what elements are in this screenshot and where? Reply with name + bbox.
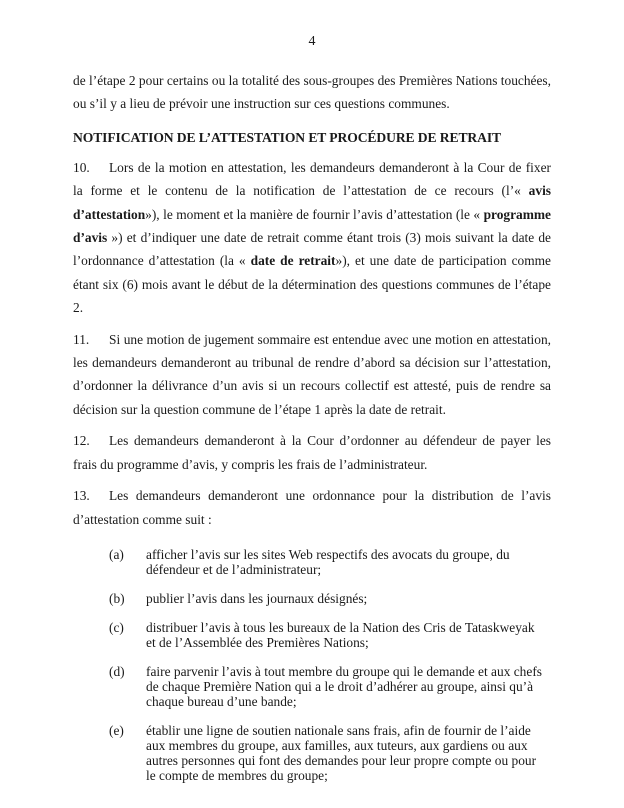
list-item-c	[73, 620, 551, 650]
list-item-b	[73, 591, 551, 606]
paragraph-number: 13.	[73, 488, 90, 504]
paragraph-text: Si une motion de jugement sommaire est entendue avec une motion en attestation, les demandeurs demanderont au tribunal de rendre d’abord sa décision sur l’attestation, d’ordonner la délivrance d’un avis si un recours collectif est attesté, puis de rendre sa décision sur la question commune de l’étape 1 après la date de retrait.	[73, 331, 551, 417]
paragraph-12	[73, 429, 551, 476]
list-label: (b)	[109, 590, 125, 606]
list-text: afficher l’avis sur les sites Web respectifs des avocats du groupe, du défendeur et de l’administrateur;	[146, 546, 510, 577]
paragraph-number: 12.	[73, 433, 90, 449]
distribution-list	[73, 547, 551, 783]
list-label: (a)	[109, 546, 124, 562]
defined-term: date de retrait	[250, 253, 336, 269]
list-label: (e)	[109, 722, 124, 738]
paragraph-text: Les demandeurs demanderont une ordonnance pour la distribution de l’avis d’attestation comme suit :	[73, 488, 551, 527]
paragraph-text: ») et d’indiquer une date de retrait comme étant trois (3) mois suivant la date de l’ordonnance d’attestation (la «	[73, 230, 551, 269]
list-text: publier l’avis dans les journaux désignés;	[146, 590, 368, 606]
paragraph-text: »), et une date de participation comme étant six (6) mois avant le début de la détermination des questions communes de l’étape 2.	[73, 253, 551, 316]
paragraph-number: 10.	[73, 159, 90, 175]
intro-paragraph: de l’étape 2 pour certains ou la totalité des sous-groupes des Premières Nations touchées, ou s’il y a lieu de prévoir une instruction sur ces questions communes.	[73, 73, 551, 112]
paragraph-text: Lors de la motion en attestation, les demandeurs demanderont à la Cour de fixer la forme et le contenu de la notification de l’attestation de ce recours (l’«	[73, 159, 551, 199]
list-text: faire parvenir l’avis à tout membre du groupe qui le demande et aux chefs de chaque Première Nation qui a le droit d’adhérer au groupe, ainsi qu’à chaque bureau d’une bande;	[146, 663, 542, 709]
section-heading: NOTIFICATION DE L’ATTESTATION ET PROCÉDURE DE RETRAIT	[73, 129, 502, 145]
paragraph-text: »), le moment et la manière de fournir l’avis d’attestation (le «	[145, 206, 484, 222]
list-text: établir une ligne de soutien nationale sans frais, afin de fournir de l’aide aux membres du groupe, aux familles, aux tuteurs, aux gardiens ou aux autres personnes qui font des demandes pour leur propre compte ou pour le compte de membres du groupe;	[146, 722, 537, 783]
defined-term: programme d’avis	[73, 206, 551, 246]
paragraph-10	[73, 156, 551, 320]
page-number: 4	[308, 34, 316, 49]
list-item-a	[73, 547, 551, 577]
list-item-d	[73, 664, 551, 709]
defined-term: avis d’attestation	[73, 183, 551, 222]
list-text: distribuer l’avis à tous les bureaux de la Nation des Cris de Tataskweyak et de l’Assemblée des Premières Nations;	[146, 619, 535, 650]
paragraph-11	[73, 328, 551, 422]
list-label: (c)	[109, 619, 124, 635]
list-label: (d)	[109, 663, 125, 679]
document-body	[73, 69, 551, 797]
paragraph-13	[73, 484, 551, 531]
paragraph-number: 11.	[73, 331, 90, 347]
paragraph-text: Les demandeurs demanderont à la Cour d’ordonner au défendeur de payer les frais du programme d’avis, y compris les frais de l’administrateur.	[73, 433, 551, 472]
list-item-e	[73, 723, 551, 783]
